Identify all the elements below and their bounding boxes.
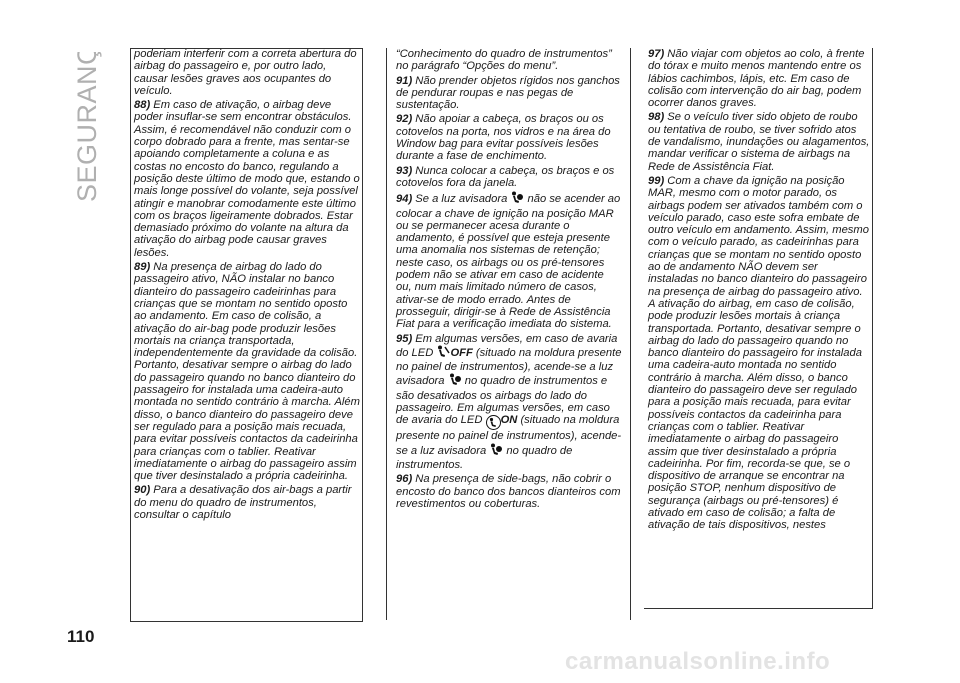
section-title-text: SEGURANÇA xyxy=(72,52,102,202)
airbag-warning-icon xyxy=(448,373,462,389)
note-96: 96) Na presença de side-bags, não cobrir o encosto do banco dos bancos dianteiros com revestimentos ou coberturas. xyxy=(396,473,621,510)
paragraph: “Conhecimento do quadro de instrumentos” no parágrafo “Opções do menu”. xyxy=(396,48,612,73)
airbag-warning-icon xyxy=(510,191,524,207)
paragraph: poderiam interferir com a correta abertura do airbag do passageiro e, por outro lado, causar lesões graves aos ocupantes do veículo. xyxy=(134,48,357,97)
text-column-3 xyxy=(648,48,870,534)
column-divider-3 xyxy=(630,48,631,620)
note-92: 92) Não apoiar a cabeça, os braços ou os cotovelos na porta, nos vidros e na área do Window bag para evitar possíveis lesões durante a fase de enchimento. xyxy=(396,113,611,163)
text-column-2 xyxy=(396,48,622,512)
watermark: carmanualsonline.info xyxy=(565,648,831,675)
note-94: 94) Se a luz avisadora não se acender ao colocar a chave de ignição na posição MAR ou se permanecer acesa durante o andamento, é possível que esteja presente uma anomalia nos sistemas de retenção; neste caso, os airbags ou os pré-tensores podem não se ativar em caso de acidente ou, num mais limitado número de casos, ativar-se de modo errado. Antes de prosseguir, dirigir-se à Rede de Assistência Fiat para a verificação imediata do sistema. xyxy=(396,193,621,331)
column-divider-2 xyxy=(386,48,387,620)
airbag-warning-icon xyxy=(489,443,503,459)
note-90: 90) Para a desativação dos air-bags a partir do menu do quadro de instrumentos, consultar o capítulo xyxy=(134,484,352,521)
section-title xyxy=(62,52,106,202)
note-98: 98) Se o veículo tiver sido objeto de roubo ou tentativa de roubo, se tiver sofrido atos de vandalismo, inundações ou alagamentos, mandar verificar o sistema de airbags na Rede de Assistência Fiat. xyxy=(648,111,870,173)
passenger-airbag-on-icon xyxy=(486,415,501,430)
passenger-airbag-off-icon xyxy=(436,345,450,361)
note-99: 99) Com a chave da ignição na posição MAR, mesmo com o motor parado, os airbags podem ser ativados também com o veículo parado, caso este sofra embate de outro veículo em andamento. Assim, mesmo com o veículo parado, as cadeirinhas para crianças que se montam no sentido oposto ao de andamento NÃO devem ser instaladas no banco dianteiro do passageiro na presença de airbag do passageiro ativo. A ativação do airbag, em caso de colisão, pode produzir lesões mortais à criança transportada. Portanto, desativar sempre o airbag do lado do passageiro quando no banco dianteiro do passageiro for instalada uma cadeira-auto montada no sentido contrário à marcha. Além disso, o banco dianteiro do passageiro deve ser regulado para a posição mais recuada, para evitar possíveis contactos da cadeirinha para crianças com o tablier. Reativar imediatamente o airbag do passageiro assim que tiver desinstalado a própria cadeirinha. Por fim, recorda-se que, se o dispositivo de arranque se encontrar na posição STOP, nenhum dispositivo de segurança (airbags ou pré-tensores) é ativado em caso de colisão; a falta de ativação de tais dispositivos, nestes xyxy=(648,174,869,532)
text-column-1 xyxy=(134,48,360,523)
note-95: 95) Em algumas versões, em caso de avaria do LED OFF (situado na moldura presente no painel de instrumentos), acende-se a luz avisadora no quadro de instrumentos e são desativados os airbags do lado do passageiro. Em algumas versões, em caso de avaria do LED ON (situado na moldura presente no painel de instrumentos), acende-se a luz avisadora no quadro de instrumentos. xyxy=(396,332,622,471)
page-number: 110 xyxy=(67,627,95,646)
note-97: 97) Não viajar com objetos ao colo, à frente do tórax e muito menos mantendo entre os lábios cachimbos, lápis, etc. Em caso de colisão com intervenção do air bag, podem ocorrer danos graves. xyxy=(648,48,865,110)
note-93: 93) Nunca colocar a cabeça, os braços e os cotovelos fora da janela. xyxy=(396,164,615,189)
note-89: 89) Na presença de airbag do lado do passageiro ativo, NÃO instalar no banco dianteiro do passageiro cadeirinhas para crianças que se montam no sentido oposto ao andamento. Em caso de colisão, a ativação do air-bag pode produzir lesões mortais na criança transportada, independentemente da gravidade da colisão. Portanto, desativar sempre o airbag do lado do passageiro quando no banco dianteiro do passageiro for instalada uma cadeira-auto montada no sentido contrário à marcha. Além disso, o banco dianteiro do passageiro deve ser regulado para a posição mais recuada, para evitar possíveis contactos da cadeirinha para crianças com o tablier. Reativar imediatamente o airbag do passageiro assim que tiver desinstalado a própria cadeirinha. xyxy=(134,261,360,483)
note-91: 91) Não prender objetos rígidos nos ganchos de pendurar roupas e nas pegas de sustentação. xyxy=(396,74,620,112)
note-88: 88) Em caso de ativação, o airbag deve poder insuflar-se sem encontrar obstáculos. Assim, é recomendável não conduzir com o corpo dobrado para a frente, mas sentar-se apoiando completamente a coluna e as costas no encosto do banco, regulando a posição deste último de modo que, estando o mais longe possível do volante, seja possível atingir e manobrar comodamente este último com os braços ligeiramente dobrados. Estar demasiado próximo do volante na altura da ativação do airbag pode causar graves lesões. xyxy=(134,99,360,259)
